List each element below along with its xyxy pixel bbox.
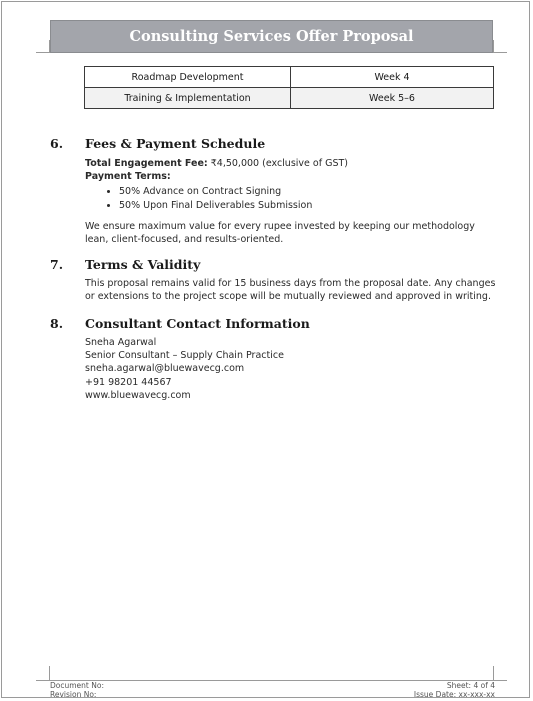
contact-section [50,316,500,402]
section-number: 6. [50,136,64,151]
section-number: 8. [50,316,64,331]
timeline-table [84,66,494,109]
section-title: Terms & Validity [85,257,201,272]
revision-no: Revision No: [50,689,97,699]
crop-mark [49,666,50,680]
contact-website: www.bluewavecg.com [85,389,191,401]
table-cell-duration: Week 4 [291,67,494,88]
section-heading [50,316,500,331]
crop-mark [493,680,507,681]
section-heading [50,136,500,151]
sheet-number: Sheet: 4 of 4 [446,681,495,690]
crop-mark [493,52,507,53]
contact-role: Senior Consultant – Supply Chain Practice [85,350,284,362]
section-number: 7. [50,257,64,272]
contact-name: Sneha Agarwal [85,337,157,348]
contact-phone: +91 98201 44567 [85,376,172,388]
section-heading [50,257,500,272]
header-banner [50,20,493,53]
validity-section [50,257,500,303]
section-title: Consultant Contact Information [85,316,310,331]
crop-mark [493,666,494,680]
section-title: Fees & Payment Schedule [85,136,266,151]
value-note: We ensure maximum value for every rupee invested by keeping our methodology lean, client-focused, and results-oriented. [85,220,475,246]
section-body [85,157,500,246]
list-item: • 50% Advance on Contract Signing [119,185,500,198]
issue-date: Issue Date: xx-xxx-xx [413,689,495,699]
fees-section [50,136,500,246]
table-cell-phase: Training & Implementation [85,88,291,109]
total-fee-line [85,157,500,170]
list-item: • 50% Upon Final Deliverables Submission [119,199,500,212]
page-title: Consulting Services Offer Proposal [129,28,414,45]
total-fee-value: ₹4,50,000 (exclusive of GST) [207,158,348,169]
footer-rule [50,680,493,681]
crop-mark [36,680,50,681]
table-row [85,88,494,109]
section-body [85,277,500,303]
footer-row [50,691,495,700]
total-fee-label: Total Engagement Fee: [85,158,208,169]
payment-terms-label: Payment Terms: [85,171,171,183]
document-no: Document No: [50,681,104,690]
crop-mark [36,52,50,53]
payment-terms-list [85,185,500,211]
table-cell-phase: Roadmap Development [85,67,291,88]
table-row [85,67,494,88]
table-cell-duration: Week 5–6 [291,88,494,109]
section-body [85,336,500,402]
page-footer [50,682,495,699]
contact-email: sneha.agarwal@bluewavecg.com [85,363,245,375]
validity-text: This proposal remains valid for 15 business days from the proposal date. Any changes or extensions to the project scope will be mutually reviewed and approved in writing. [85,278,496,303]
